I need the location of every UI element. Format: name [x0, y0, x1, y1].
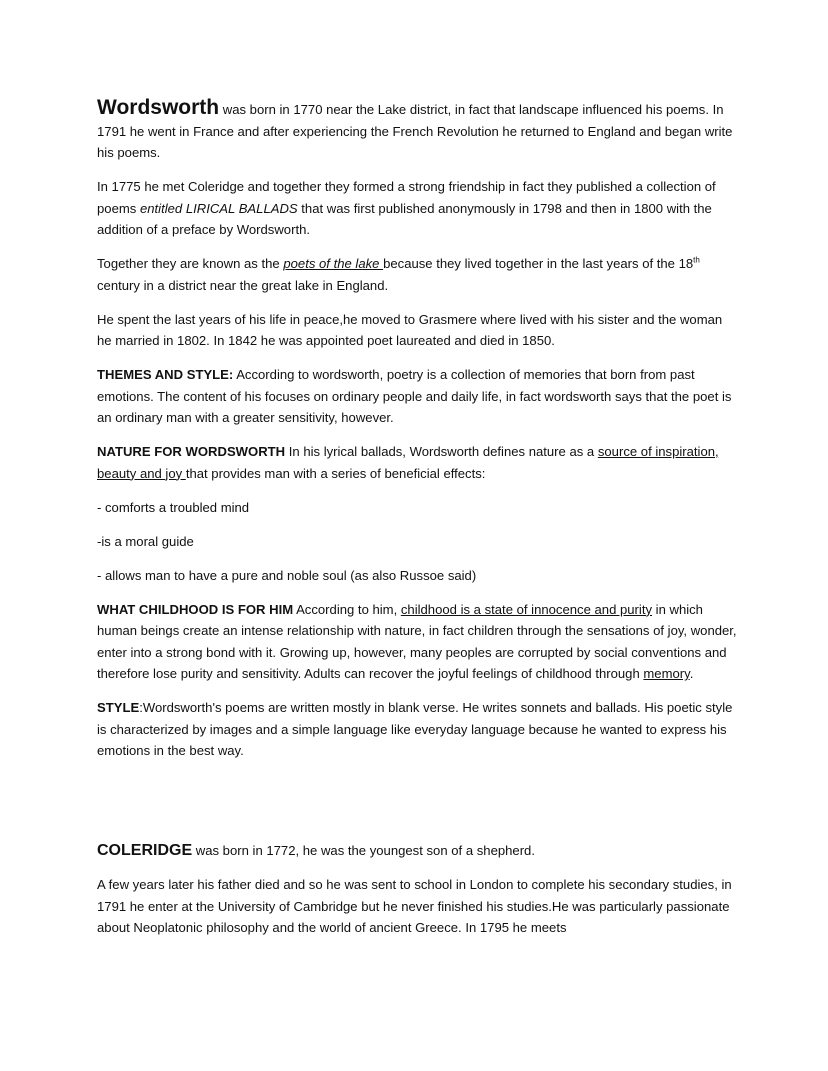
- superscript-th: th: [693, 255, 700, 265]
- section-spacer: [97, 774, 737, 840]
- childhood-paragraph: [97, 599, 737, 685]
- paragraph-text: In 1775 he met Coleridge and together they formed a strong friendship in fact they published a collection of poems: [97, 179, 716, 216]
- wordsworth-intro-text: was born in 1770 near the Lake district, in fact that landscape influenced his poems. In 1791 he went in France and after experiencing the French Revolution he returned to England and began write his poems.: [97, 102, 733, 160]
- nature-underlined-phrase: source of inspiration, beauty and joy: [97, 444, 719, 481]
- paragraph-text: that was first published anonymously in 1798 and then in 1800 with the addition of a preface by Wordsworth.: [97, 200, 712, 237]
- bullet-item: - allows man to have a pure and noble soul (as also Russoe said): [97, 567, 477, 583]
- bullet-item: -is a moral guide: [97, 533, 194, 549]
- paragraph-text: Together they are known as the: [97, 256, 284, 271]
- wordsworth-heading: Wordsworth: [97, 96, 220, 119]
- memory-underlined-word: memory: [643, 666, 690, 681]
- paragraph-text: According to him,: [293, 601, 401, 617]
- document-page: [97, 97, 737, 951]
- poets-of-lake-phrase: poets of the lake: [283, 256, 384, 271]
- coleridge-bio-paragraph: A few years later his father died and so he was sent to school in London to complete his secondary studies, in 1791 he enter at the University of Cambridge but he never finished his studies.He was particularly passionate about Neoplatonic philosophy and the world of ancient Greece. In 1795 he meets: [97, 877, 732, 935]
- paragraph-text: was born in 1772, he was the youngest son of a shepherd.: [192, 843, 535, 858]
- coleridge-heading: COLERIDGE: [97, 842, 193, 859]
- wordsworth-coleridge-paragraph: [97, 176, 737, 241]
- paragraph-text: century in a district near the great lake in England.: [97, 277, 389, 293]
- paragraph-text: In his lyrical ballads, Wordsworth defines nature as a: [285, 444, 598, 459]
- style-paragraph: [97, 697, 737, 762]
- childhood-underlined-phrase: childhood is a state of innocence and purity: [400, 601, 653, 617]
- lyrical-ballads-title: entitled LIRICAL BALLADS: [139, 200, 298, 216]
- paragraph-text: :Wordsworth's poems are written mostly in blank verse. He writes sonnets and ballads. His poetic style is characterized by images and a simple language like everyday language because he wanted to express his emotions in the best way.: [97, 700, 733, 758]
- childhood-heading: WHAT CHILDHOOD IS FOR HIM: [97, 601, 294, 617]
- bullet-item: - comforts a troubled mind: [97, 499, 250, 515]
- nature-heading: NATURE FOR WORDSWORTH: [97, 444, 286, 459]
- paragraph-text: that provides man with a series of beneficial effects:: [185, 465, 486, 481]
- themes-paragraph: [97, 364, 737, 429]
- style-heading: STYLE: [97, 700, 140, 715]
- themes-heading: THEMES AND STYLE:: [97, 367, 234, 382]
- wordsworth-intro-paragraph: [97, 97, 737, 164]
- paragraph-text: in which human beings create an intense relationship with nature, in fact children through the sensations of joy, wonder, enter into a strong bond with it. Growing up, however, many peoples are corrupted by social conventions and therefore lose purity and sensitivity. Adults can recover the joyful feelings of childhood through: [97, 601, 737, 681]
- paragraph-text: According to wordsworth, poetry is a collection of memories that born from past emotions. The content of his focuses on ordinary people and daily life, in fact wordsworth says that the poet is an ordinary man with a greater sensitivity, however.: [97, 367, 732, 425]
- nature-paragraph: [97, 441, 737, 484]
- paragraph-text: because they lived together in the last years of the 18: [383, 256, 694, 271]
- last-years-paragraph: He spent the last years of his life in peace,he moved to Grasmere where lived with his sister and the woman he married in 1802. In 1842 he was appointed poet laureated and died in 1850.: [97, 311, 723, 348]
- coleridge-intro-paragraph: [97, 840, 737, 862]
- paragraph-text: .: [689, 666, 694, 681]
- poets-of-lake-paragraph: [97, 253, 737, 296]
